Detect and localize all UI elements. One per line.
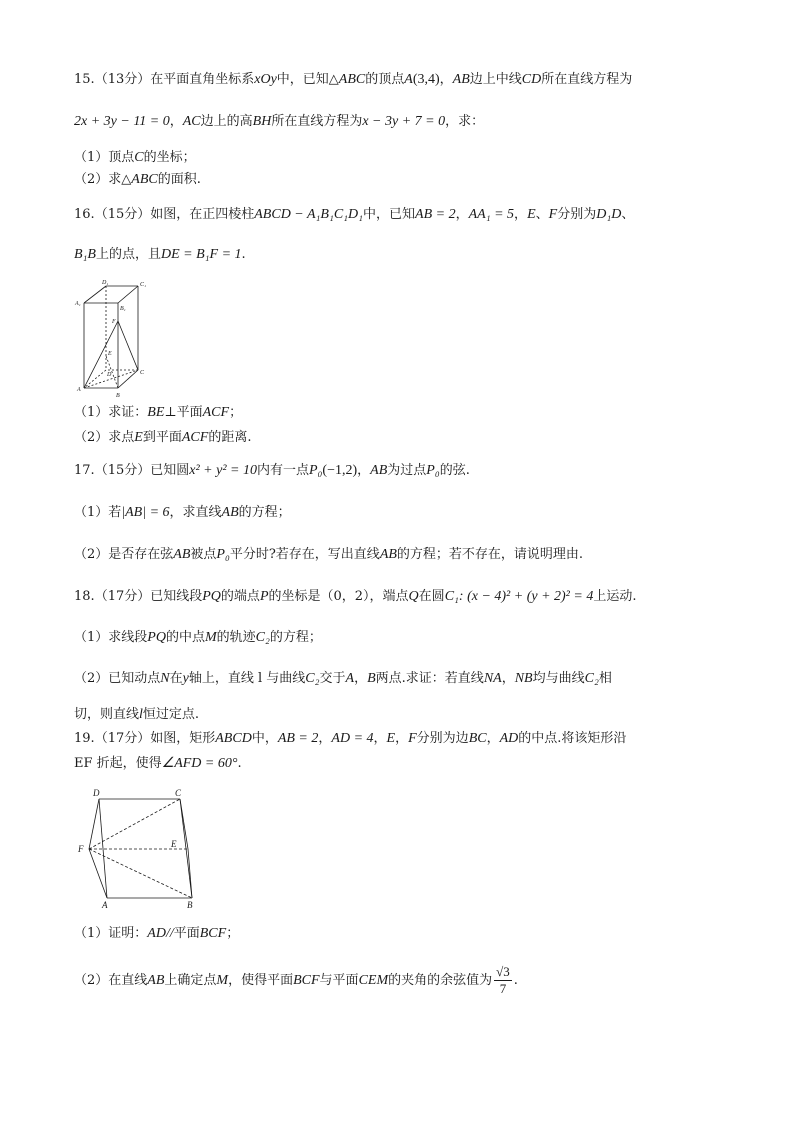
q18-part1: （1）求线段PQ的中点M的轨迹C₂的方程；	[74, 630, 322, 645]
q19-part1: （1）证明：AD//平面BCF；	[74, 926, 240, 941]
label-B: B	[116, 393, 120, 399]
q18-line1: 18.（17分）已知线段PQ的端点P的坐标是（0，2），端点Q在圆C₁: (x − 4)² + (y + 2)² = 4上运动.	[74, 589, 637, 604]
q16-line1: 16.（15分）如图，在正四棱柱ABCD − A₁B₁C₁D₁中，已知AB = 2，AA₁ = 5，E、F分别为D₁D、	[74, 207, 635, 222]
label-B: B	[187, 900, 193, 910]
q19-part2: （2）在直线AB上确定点M，使得平面BCF与平面CEM的夹角的余弦值为 $\frac{√3}{7}$ .	[74, 964, 518, 996]
prism-figure	[72, 276, 154, 400]
label-A: A	[102, 900, 108, 910]
q17-part2: （2）是否存在弦AB被点P₀平分时?若存在，写出直线AB的方程；若不存在，请说明理由.	[74, 547, 584, 562]
label-B1: B₁	[120, 306, 126, 312]
q16-line2: B₁B上的点，且DE = B₁F = 1.	[74, 247, 246, 262]
q18-part2-line1: （2）已知动点N在y轴上，直线 l 与曲线C₂交于A，B两点.求证：若直线NA，NB均与曲线C₂相	[74, 671, 612, 686]
q15-part1: （1）顶点C的坐标；	[74, 150, 196, 165]
label-D1: D₁	[102, 280, 109, 286]
q17-part1: （1）若|AB| = 6，求直线AB的方程；	[74, 505, 291, 520]
label-A1: A₁	[75, 301, 81, 307]
label-E: E	[171, 839, 177, 849]
folded-rectangle-figure	[74, 786, 204, 910]
label-F: F	[112, 319, 116, 325]
q19-line1: 19.（17分）如图，矩形ABCD中，AB = 2，AD = 4，E，F分别为边BC，AD的中点.将该矩形沿	[74, 731, 627, 746]
q16-part1: （1）求证：BE⊥平面ACF；	[74, 405, 243, 420]
label-C1: C₁	[140, 282, 147, 288]
label-C: C	[140, 370, 145, 376]
label-D: D	[93, 788, 100, 798]
label-C: C	[175, 788, 182, 798]
q15-line1: 15.（13分）在平面直角坐标系xOy中，已知△ABC的顶点A(3,4)，AB边上中线CD所在直线方程为	[74, 72, 633, 87]
label-D: D	[107, 372, 112, 378]
label-E: E	[108, 351, 112, 357]
q16-part2: （2）求点E到平面ACF的距离.	[74, 430, 252, 445]
q19-line2: EF 折起，使得∠AFD = 60°.	[74, 756, 242, 771]
q17-line1: 17.（15分）已知圆x² + y² = 10内有一点P₀(−1,2)，AB为过点P₀的弦.	[74, 463, 470, 478]
q15-line2: 2x + 3y − 11 = 0，AC边上的高BH所在直线方程为x − 3y + 7 = 0，求：	[74, 114, 485, 129]
q18-part2-line2: 切，则直线l恒过定点.	[74, 707, 200, 722]
label-F: F	[78, 844, 84, 854]
label-A: A	[77, 387, 81, 393]
q15-part2: （2）求△ABC的面积.	[74, 172, 201, 187]
fraction-sqrt3-over-7: $\frac{√3}{7}$	[496, 964, 510, 996]
